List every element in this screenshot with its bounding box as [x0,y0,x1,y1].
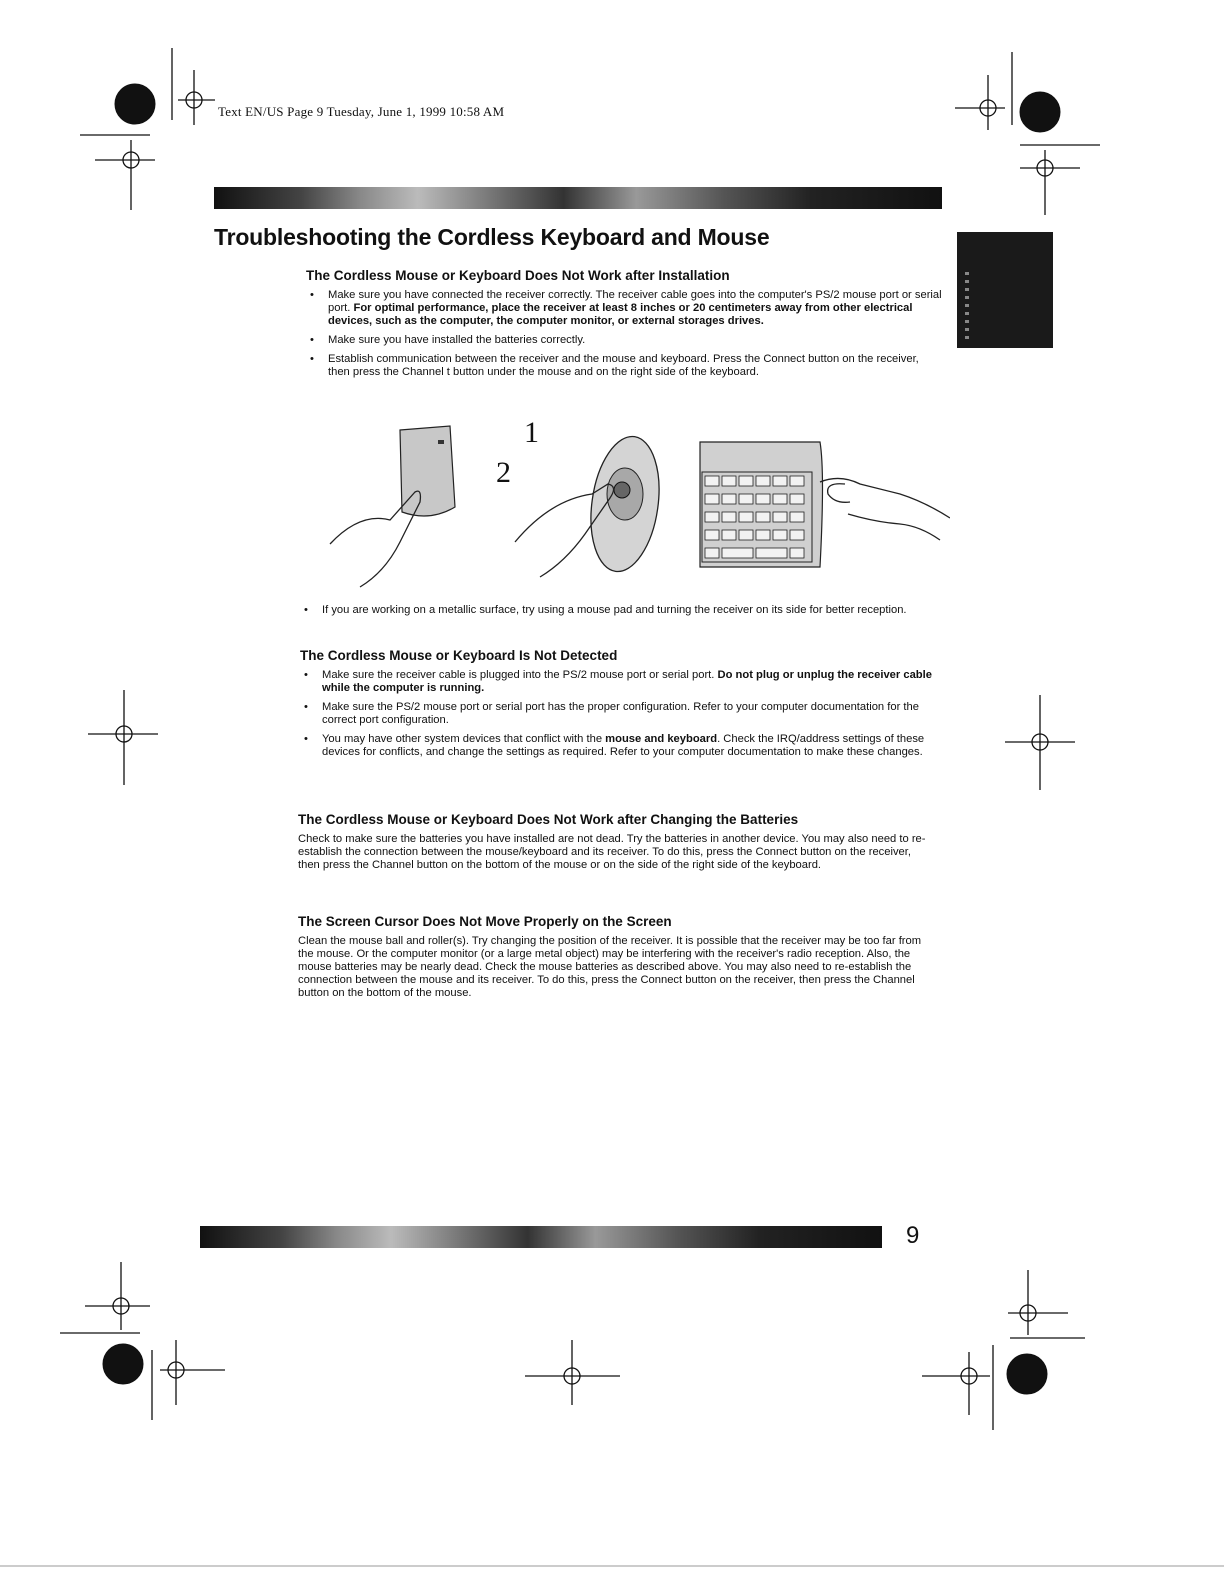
list-item: • Make sure you have installed the batteries correctly. [306,334,942,347]
registration-dot-top-left [115,84,155,124]
registration-dot-bottom-right [1007,1354,1047,1394]
section-heading: The Cordless Mouse or Keyboard Is Not Detected [300,648,618,663]
registration-dot-top-right [1020,92,1060,132]
step-number-1: 1 [524,416,539,449]
print-stamp: Text EN/US Page 9 Tuesday, June 1, 1999 10:58 AM [218,104,505,119]
section-heading: The Screen Cursor Does Not Move Properly on the Screen [298,914,672,929]
page-title: Troubleshooting the Cordless Keyboard and Mouse [214,224,770,250]
list-item: • Make sure the PS/2 mouse port or serial port has the proper configuration. Refer to your computer documentation for the correct port configuration. [300,701,940,727]
list-item: • Establish communication between the receiver and the mouse and keyboard. Press the Connect button on the receiver, then press the Channel t button under the mouse and on the right side of the keyboard. [306,353,942,379]
list-item: • Make sure you have connected the receiver correctly. The receiver cable goes into the computer's PS/2 mouse port or serial port. For optimal performance, place the receiver at least 8 inches or 20 centimeters away from other electrical devices, such as the computer, the computer monitor, or external storages drives. [306,289,942,328]
section-paragraph: Check to make sure the batteries you have installed are not dead. Try the batteries in another device. You may also need to re-establish the connection between the mouse/keyboard and its receiver. To do this, press the Connect button on the receiver, then press the Channel button on the bottom of the mouse or on the side of the right side of the keyboard. [298,833,926,871]
section-heading: The Cordless Mouse or Keyboard Does Not Work after Installation [306,268,730,283]
registration-dot-bottom-left [103,1344,143,1384]
section-paragraph: Clean the mouse ball and roller(s). Try changing the position of the receiver. It is possible that the receiver may be too far from the mouse. Or the computer monitor (or a large metal object) may be interfering with the receiver's radio reception. Also, the mouse batteries may be nearly dead. Check the mouse batteries as described above. You may also need to re-establish the connection between the mouse and its receiver. To do this, press the Connect button on the receiver, then press the Channel button on the bottom of the mouse. [298,935,922,999]
section-heading: The Cordless Mouse or Keyboard Does Not Work after Changing the Batteries [298,812,799,827]
list-item: • Make sure the receiver cable is plugged into the PS/2 mouse port or serial port. Do not plug or unplug the receiver cable while the computer is running. [300,669,940,695]
list-item: • You may have other system devices that conflict with the mouse and keyboard. Check the IRQ/address settings of these devices for conflicts, and change the settings as required. Refer to your computer documentation to make these changes. [300,733,940,759]
step-number-2: 2 [496,456,511,489]
page-number: 9 [906,1222,920,1249]
list-item: • If you are working on a metallic surface, try using a mouse pad and turning the receiver on its side for better reception. [300,604,940,617]
